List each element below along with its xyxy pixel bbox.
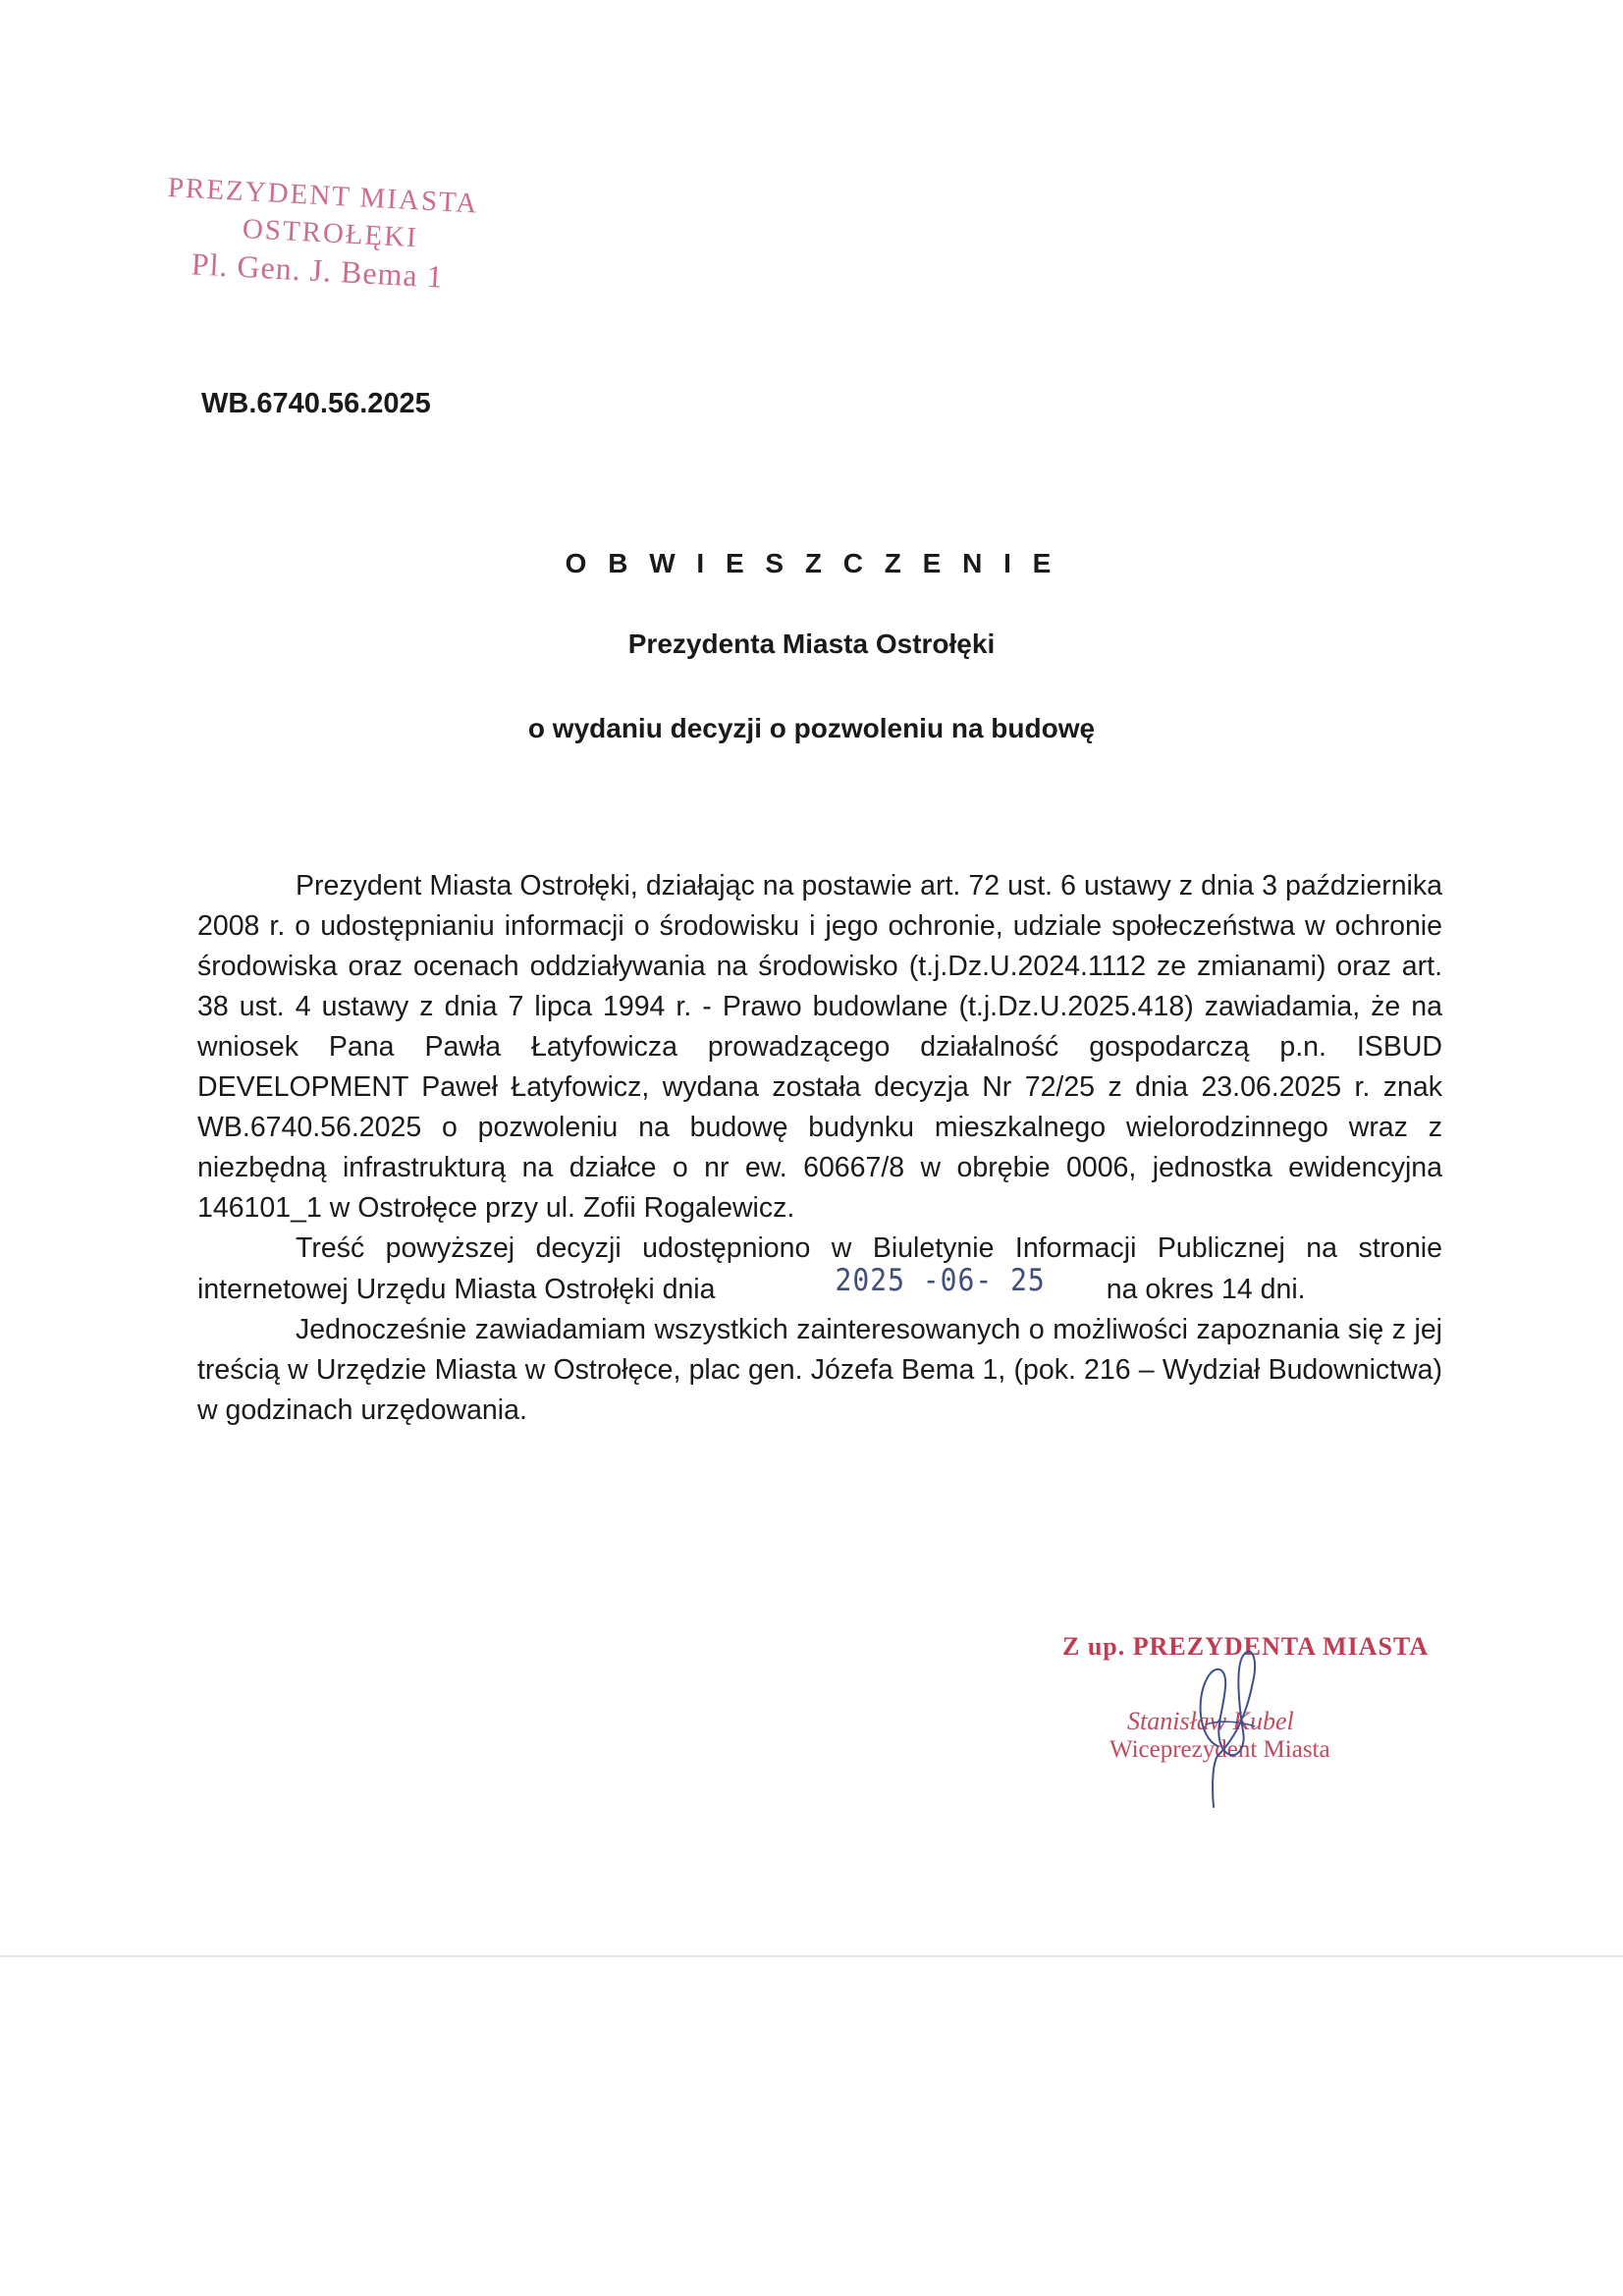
stamp-line-3: Pl. Gen. J. Bema 1 — [190, 246, 445, 295]
stamp-line-1: PREZYDENT MIASTA — [167, 171, 480, 220]
paragraph-2-text: Treść powyższej decyzji udostępniono w Biuletynie Informacji Publicznej na stronie internetowej Urzędu Miasta Ostrołęki dnia — [197, 1232, 1442, 1305]
page-divider — [0, 1955, 1623, 1957]
document-title: O B W I E S Z C Z E N I E — [565, 548, 1058, 578]
date-stamp: 2025 -06- 25 — [835, 1262, 1046, 1299]
document-subject: o wydaniu decyzji o pozwoleniu na budowę — [527, 713, 1096, 743]
paragraph-3: Jednocześnie zawiadamiam wszystkich zainteresowanych o możliwości zapoznania się z jej treścią w Urzędzie Miasta w Ostrołęce, plac gen. Józefa Bema 1, (pok. 216 – Wydział Budownictwa) w godzinach urzędowania. — [197, 1314, 1442, 1426]
document-issuer: Prezydenta Miasta Ostrołęki — [627, 629, 996, 659]
signature-title: Z up. PREZYDENTA MIASTA — [1062, 1632, 1430, 1661]
paragraph-1: Prezydent Miasta Ostrołęki, działając na postawie art. 72 ust. 6 ustawy z dnia 3 października 2008 r. o udostępnianiu informacji o środowisku i jego ochronie, udziale społeczeństwa w ochronie środowiska oraz ocenach oddziaływania na środowisko (t.j.Dz.U.2024.1112 ze zmianami) oraz art. 38 ust. 4 ustawy z dnia 7 lipca 1994 r. - Prawo budowlane (t.j.Dz.U.2025.418) zawiadamia, że na wniosek Pana Pawła Łatyfowicza prowadzącego działalność gospodarczą p.n. ISBUD DEVELOPMENT Paweł Łatyfowicz, wydana została decyzja Nr 72/25 z dnia 23.06.2025 r. znak WB.6740.56.2025 o pozwoleniu na budowę budynku mieszkalnego wielorodzinnego wraz z niezbędną infrastrukturą na działce o nr ew. 60667/8 w obrębie 0006, jednostka ewidencyjna 146101_1 w Ostrołęce przy ul. Zofii Rogalewicz. — [197, 870, 1442, 1224]
reference-number: WB.6740.56.2025 — [201, 388, 431, 419]
paragraph-2-end: na okres 14 dni. — [1106, 1274, 1306, 1305]
signatory-role: Wiceprezydent Miasta — [1109, 1736, 1330, 1763]
document-body — [197, 866, 1442, 1431]
handwritten-signature — [1178, 1638, 1296, 1815]
signatory-name: Stanisław Kubel — [1127, 1707, 1294, 1735]
office-stamp — [163, 169, 541, 301]
paragraph-2 — [197, 1229, 1442, 1310]
stamp-line-2: OSTROŁĘKI — [242, 213, 419, 254]
